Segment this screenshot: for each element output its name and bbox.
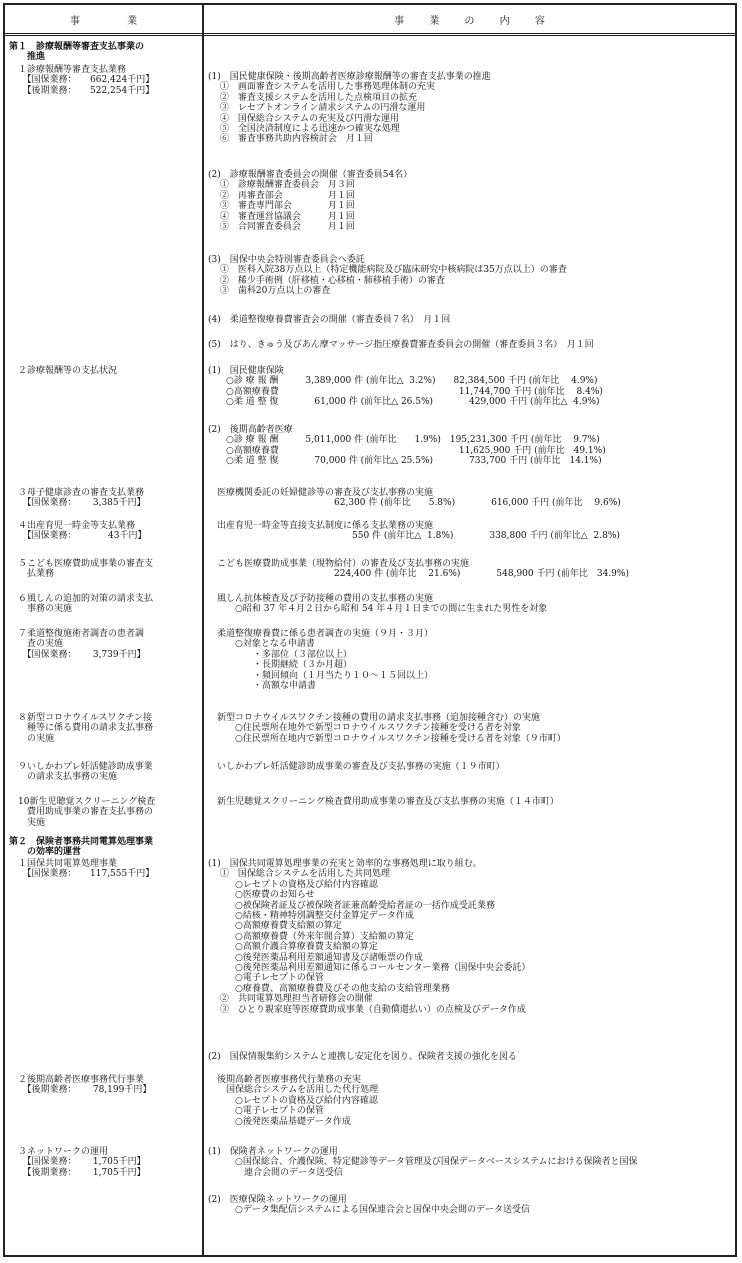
content-line: 新型コロナウイルスワクチン接種の費用の請求支払事務（追加接種含む）の実施 <box>208 713 541 723</box>
content-line: ○電子レセプトの保管 <box>208 973 324 984</box>
content-block-4 <box>208 315 450 325</box>
business-block-3 <box>9 366 197 376</box>
content-block-13 <box>208 713 566 744</box>
business-line: の効率的運営 <box>9 847 82 858</box>
content-line: ○結核・精神特別調整交付金算定データ作成 <box>208 911 414 922</box>
content-line: ③ レセプトオンライン請求システムの円滑な運用 <box>208 103 426 114</box>
content-line: ② 審査支援システムを活用した点検項目の拡充 <box>208 92 417 103</box>
business-line: ６風しんの追加的対策の請求支払 <box>9 594 154 604</box>
business-line: 費用助成事業の審査支払事務の <box>9 807 154 818</box>
business-line: ３母子健康診査の審査支払業務 <box>9 488 145 498</box>
content-line: 後期高齢者医療事務代行業務の充実 <box>208 1075 362 1085</box>
content-line: ○データ集配信システムによる国保連合会と国保中央会間のデータ送受信 <box>208 1205 530 1216</box>
content-line: ○療養費、高額療養費及びその他支給の支給管理業務 <box>208 983 450 994</box>
business-line: の請求支払事務の実施 <box>9 772 118 783</box>
content-line: ② 再審査部会 月１回 <box>208 190 355 201</box>
business-line: 【国保業務： 662,424千円】 <box>9 75 155 86</box>
content-block-15 <box>208 797 559 807</box>
content-block-10 <box>208 559 629 580</box>
content-line: ○国保総合、介護保険、特定健診等データ管理及び国保データベースシステムにおける保険者と国保 <box>208 1157 638 1168</box>
business-block-7 <box>9 594 197 615</box>
business-line: 種等に係る費用の請求支払事務 <box>9 723 154 734</box>
content-line: (1) 国民健康保険・後期高齢者医療診療報酬等の審査支払事業の推進 <box>208 72 491 82</box>
header-business-content: 事 業 の 内 容 <box>394 15 545 27</box>
content-line: ・多部位（３部位以上） <box>208 649 353 660</box>
content-line: ① 診療報酬審査委員会 月３回 <box>208 180 355 191</box>
content-line: (4) 柔道整復療養費審査会の開催（審査委員７名） 月１回 <box>208 315 451 325</box>
content-block-3 <box>208 255 567 297</box>
content-block-20 <box>208 1195 530 1216</box>
business-block-5 <box>9 521 197 542</box>
content-block-5 <box>208 340 594 350</box>
business-line: 【国保業務： 3,739千円】 <box>9 649 146 660</box>
business-line: 事務の実施 <box>9 604 73 615</box>
content-line: 風しん抗体検査及び予防接種の費用の支払事務の実施 <box>208 594 434 604</box>
content-line: ③ ひとり親家庭等医療費助成事業（自動償還払い）の点検及びデータ作成 <box>208 1004 526 1015</box>
business-line: １国保共同電算処理事業 <box>9 859 118 869</box>
business-block-13 <box>9 859 197 880</box>
content-line: ④ 審査運営協議会 月１回 <box>208 211 355 222</box>
content-line: ○高額療養費（外来年間合算）支給額の算定 <box>208 931 414 942</box>
content-block-14 <box>208 762 505 772</box>
content-block-12 <box>208 629 433 691</box>
business-block-9 <box>9 713 197 744</box>
business-line: １診療報酬等審査支払業務 <box>9 65 127 75</box>
content-line: ⑥ 審査事務共助内容検討会 月１回 <box>208 134 373 145</box>
business-line: 【後期業務： 78,199千円】 <box>9 1085 152 1096</box>
content-line: (2) 後期高齢者医療 <box>208 425 293 435</box>
content-line: ⑤ 全国決済制度による迅速かつ確実な処理 <box>208 124 400 135</box>
content-line: ○柔 道 整 復 70,000 件 (前年比△ 25.5%) 733,700 千円 (前年比 14.1%) <box>208 456 602 467</box>
content-block-1 <box>208 72 491 145</box>
content-line: ① 画面審査システムを活用した事務処理体制の充実 <box>208 82 435 93</box>
content-line: ③ 歯科20万点以上の審査 <box>208 286 331 297</box>
content-line: ○昭和 37 年４月２日から昭和 54 年４月１日までの間に生まれた男性を対象 <box>208 604 548 615</box>
business-block-15 <box>9 1147 197 1178</box>
content-line: ○住民票所在地外で新型コロナウイルスワクチン接種を受ける者を対象 <box>208 723 521 734</box>
business-line: ２後期高齢者医療事務代行事業 <box>9 1075 145 1085</box>
content-block-2 <box>208 170 412 232</box>
content-line: ○レセプトの資格及び給付内容確認 <box>208 1095 378 1106</box>
content-block-8 <box>208 488 621 509</box>
content-line: ○住民票所在地内で新型コロナウイルスワクチン接種を受ける者を対象（９市町） <box>208 733 566 744</box>
business-line: 査の実施 <box>9 639 64 650</box>
content-line: ○柔 道 整 復 61,000 件 (前年比△ 26.5%) 429,000 千円 (前年比△ 4.9%) <box>208 397 600 408</box>
business-block-10 <box>9 762 197 783</box>
content-line: ② 共同電算処理担当者研修会の開催 <box>208 994 373 1005</box>
business-line: 【国保業務： 117,555千円】 <box>9 869 155 880</box>
content-line: (2) 医療保険ネットワークの運用 <box>208 1195 347 1205</box>
content-line: (2) 診療報酬審査委員会の開催（審査委員54名） <box>208 170 413 180</box>
content-line: 62,300 件 (前年比 5.8%) 616,000 千円 (前年比 9.6%) <box>208 498 621 509</box>
content-line: ④ 国保総合システムの充実及び円滑な運用 <box>208 113 399 124</box>
content-line: ① 国保総合システムを活用した共同処理 <box>208 869 390 880</box>
business-line: ４出産育児一時金等支払業務 <box>9 521 136 531</box>
content-line: 連合会間のデータ送受信 <box>208 1167 344 1178</box>
content-line: ○後発医薬品利用差額通知に係るコールセンター業務（国保中央会委託） <box>208 963 531 974</box>
business-block-14 <box>9 1075 197 1096</box>
content-line: いしかわプレ妊活健診助成事業の審査及び支払事務の実施（１９市町） <box>208 762 505 772</box>
content-block-6 <box>208 366 603 408</box>
content-block-9 <box>208 521 620 542</box>
content-line: ○後発医薬品基礎データ作成 <box>208 1116 351 1127</box>
header-business: 事 業 <box>69 15 138 27</box>
content-line: (1) 保険者ネットワークの運用 <box>208 1147 338 1157</box>
business-line: 実施 <box>9 817 46 828</box>
business-line: 【国保業務： 3,385千円】 <box>9 498 146 509</box>
content-line: こども医療費助成事業（現物給付）の審査及び支払事務の実施 <box>208 559 470 569</box>
content-line: ○対象となる申請書 <box>208 639 315 650</box>
business-line: 【国保業務： 1,705千円】 <box>9 1157 146 1168</box>
business-line: ９いしかわプレ妊活健診助成事業 <box>9 762 153 772</box>
business-block-1 <box>9 42 197 63</box>
business-line: ７柔道整復施術者調査の患者調 <box>9 629 145 639</box>
content-line: 出産育児一時金等直接支払制度に係る支払業務の実施 <box>208 521 434 531</box>
content-line: 224,400 件 (前年比 21.6%) 548,900 千円 (前年比 34.9%) <box>208 569 629 580</box>
content-line: ・高額な申請書 <box>208 681 317 692</box>
business-block-6 <box>9 559 197 580</box>
content-line: ・頻回傾向（１月当たり１０～１５回以上） <box>208 670 434 681</box>
business-line: 10新生児聴覚スクリーニング検査 <box>9 797 156 807</box>
content-line: ○高額療養費 11,625,900 千円 (前年比 49.1%) <box>208 445 606 456</box>
content-line: ○医療費のお知らせ <box>208 890 315 901</box>
content-line: ① 医科入院38万点以上（特定機能病院及び臨床研究中核病院は35万点以上）の審査 <box>208 265 567 276</box>
content-line: ③ 審査専門部会 月１回 <box>208 201 355 212</box>
content-line: ○レセプトの資格及び給付内容確認 <box>208 879 378 890</box>
content-block-19 <box>208 1147 638 1178</box>
content-line: ○高額療養費支給額の算定 <box>208 921 342 932</box>
business-block-11 <box>9 797 197 828</box>
content-line: ・長期継続（３か月超） <box>208 660 353 671</box>
business-block-2 <box>9 65 197 96</box>
business-line: ２診療報酬等の支払状況 <box>9 366 118 376</box>
content-block-17 <box>208 1052 517 1062</box>
content-line: ○診 療 報 酬 5,011,000 件 (前年比 1.9%) 195,231,300 千円 (前年比 9.7%) <box>208 435 600 446</box>
content-line: ○後発医薬品利用差額通知書及び諸帳票の作成 <box>208 952 423 963</box>
document-table <box>3 3 737 1257</box>
business-line: 【後期業務： 1,705千円】 <box>9 1167 146 1178</box>
business-line: ８新型コロナウイルスワクチン接 <box>9 713 153 723</box>
content-line: (3) 国保中央会特別審査委員会へ委託 <box>208 255 365 265</box>
content-line: 国保総合システムを活用した代行処理 <box>208 1085 379 1096</box>
header-divider <box>5 33 735 36</box>
business-block-8 <box>9 629 197 660</box>
content-line: 柔道整復療養費に係る患者調査の実施（９月・３月） <box>208 629 434 639</box>
content-line: (5) はり、きゅう及びあん摩マッサージ指圧療養費審査委員会の開催（審査委員３名） 月１回 <box>208 340 594 350</box>
business-line: 第１ 診療報酬等審査支払事業の <box>9 42 145 52</box>
content-line: 550 件 (前年比△ 1.8%) 338,800 千円 (前年比△ 2.8%) <box>208 531 620 542</box>
content-line: (2) 国保情報集約システムと連携し安定化を図り、保険者支援の強化を図る <box>208 1052 517 1062</box>
business-line: 【国保業務： 43千円】 <box>9 531 147 542</box>
content-line: ○高額介護合算療養費支給額の算定 <box>208 942 378 953</box>
content-line: ○被保険者証及び被保険者証兼高齢受給者証の一括作成受託業務 <box>208 900 495 911</box>
business-block-4 <box>9 488 197 509</box>
content-line: (1) 国民健康保険 <box>208 366 284 376</box>
content-line: (1) 国保共同電算処理事業の充実と効率的な事務処理に取り組む。 <box>208 859 482 869</box>
content-line: 医療機関委託の妊婦健診等の審査及び支払事務の実施 <box>208 488 434 498</box>
content-line: 新生児聴覚スクリーニング検査費用助成事業の審査及び支払事務の実施（１４市町） <box>208 797 559 807</box>
content-block-11 <box>208 594 547 615</box>
content-line: ② 稀少手術例（肝移植・心移植・肺移植手術）の審査 <box>208 275 445 286</box>
business-line: 【後期業務： 522,254千円】 <box>9 85 155 96</box>
business-line: の実施 <box>9 733 55 744</box>
business-line: ５こども医療費助成事業の審査支 <box>9 559 154 569</box>
content-block-18 <box>208 1075 378 1127</box>
content-line: ○電子レセプトの保管 <box>208 1106 324 1117</box>
business-line: ３ネットワークの運用 <box>9 1147 109 1157</box>
business-line: 推進 <box>9 52 46 63</box>
content-line: ⑤ 合同審査委員会 月１回 <box>208 222 355 233</box>
content-block-7 <box>208 425 606 467</box>
business-line: 第２ 保険者事務共同電算処理事業 <box>9 837 154 847</box>
content-block-16 <box>208 859 530 1015</box>
column-divider <box>202 5 204 1255</box>
business-block-12 <box>9 837 197 858</box>
content-line: ○診 療 報 酬 3,389,000 件 (前年比△ 3.2%) 82,384,500 千円 (前年比 4.9%) <box>208 376 598 387</box>
content-line: ○高額療養費 11,744,700 千円 (前年比 8.4%) <box>208 386 603 397</box>
business-line: 払業務 <box>9 569 55 580</box>
